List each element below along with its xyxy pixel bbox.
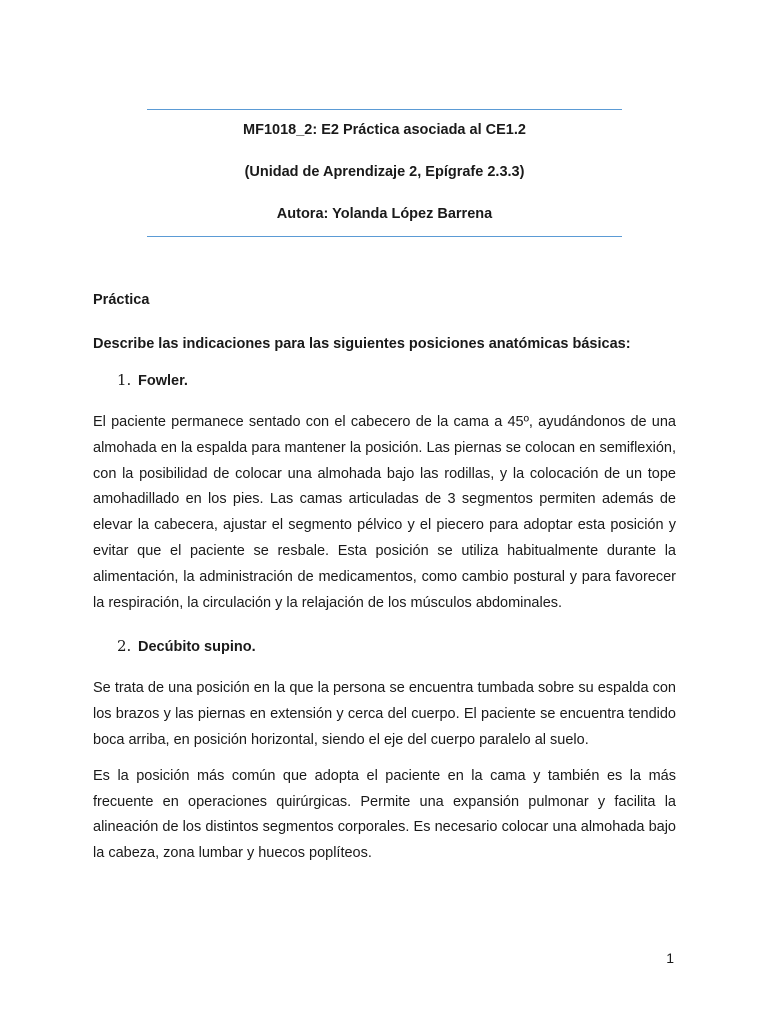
document-header (147, 109, 622, 237)
instruction-text: Describe las indicaciones para las siguientes posiciones anatómicas básicas: (93, 336, 631, 352)
header-unit-reference: (Unidad de Aprendizaje 2, Epígrafe 2.3.3) (244, 164, 525, 180)
list-number: 2. (117, 637, 132, 656)
section-title: Práctica (93, 292, 150, 308)
list-title: Decúbito supino. (138, 639, 256, 656)
paragraph-supino-2: Es la posición más común que adopta el paciente en la cama y también es la más frecuente en operaciones quirúrgicas. Permite una expansión pulmonar y facilita la alineación de los distintos segmentos corporales. Es necesario colocar una almohada bajo la cabeza, zona lumbar y huecos poplíteos. (93, 767, 676, 862)
list-heading-fowler (93, 370, 676, 392)
document-body (93, 290, 676, 867)
header-course-title: MF1018_2: E2 Práctica asociada al CE1.2 (243, 122, 526, 138)
paragraph-fowler: El paciente permanece sentado con el cabecero de la cama a 45º, ayudándonos de una almohada en la espalda para mantener la posición. Las piernas se colocan en semiflexión, con la posibilidad de colocar una almohada bajo las rodillas, y la colocación de un tope amohadillado en los pies. Las camas articuladas de 3 segmentos permiten además de elevar la cabecera, ajustar el segmento pélvico y el piecero para adoptar esta posición y evitar que el paciente se resbale. Esta posición se utiliza habitualmente durante la alimentación, la administración de medicamentos, como cambio postural y para favorecer la respiración, la circulación y la relajación de los músculos abdominales. (93, 414, 676, 611)
list-title: Fowler. (138, 373, 188, 389)
header-top-rule (147, 109, 622, 110)
header-author: Autora: Yolanda López Barrena (276, 206, 493, 222)
paragraph-supino-1: Se trata de una posición en la que la persona se encuentra tumbada sobre su espalda con los brazos y las piernas en extensión y cerca del cuerpo. El paciente se encuentra tendido boca arriba, en posición horizontal, siendo el eje del cuerpo paralelo al suelo. (93, 680, 676, 748)
list-heading-decubito-supino (93, 636, 676, 658)
list-number: 1. (117, 371, 132, 389)
page-number: 1 (666, 950, 674, 966)
header-bottom-rule (147, 236, 622, 237)
